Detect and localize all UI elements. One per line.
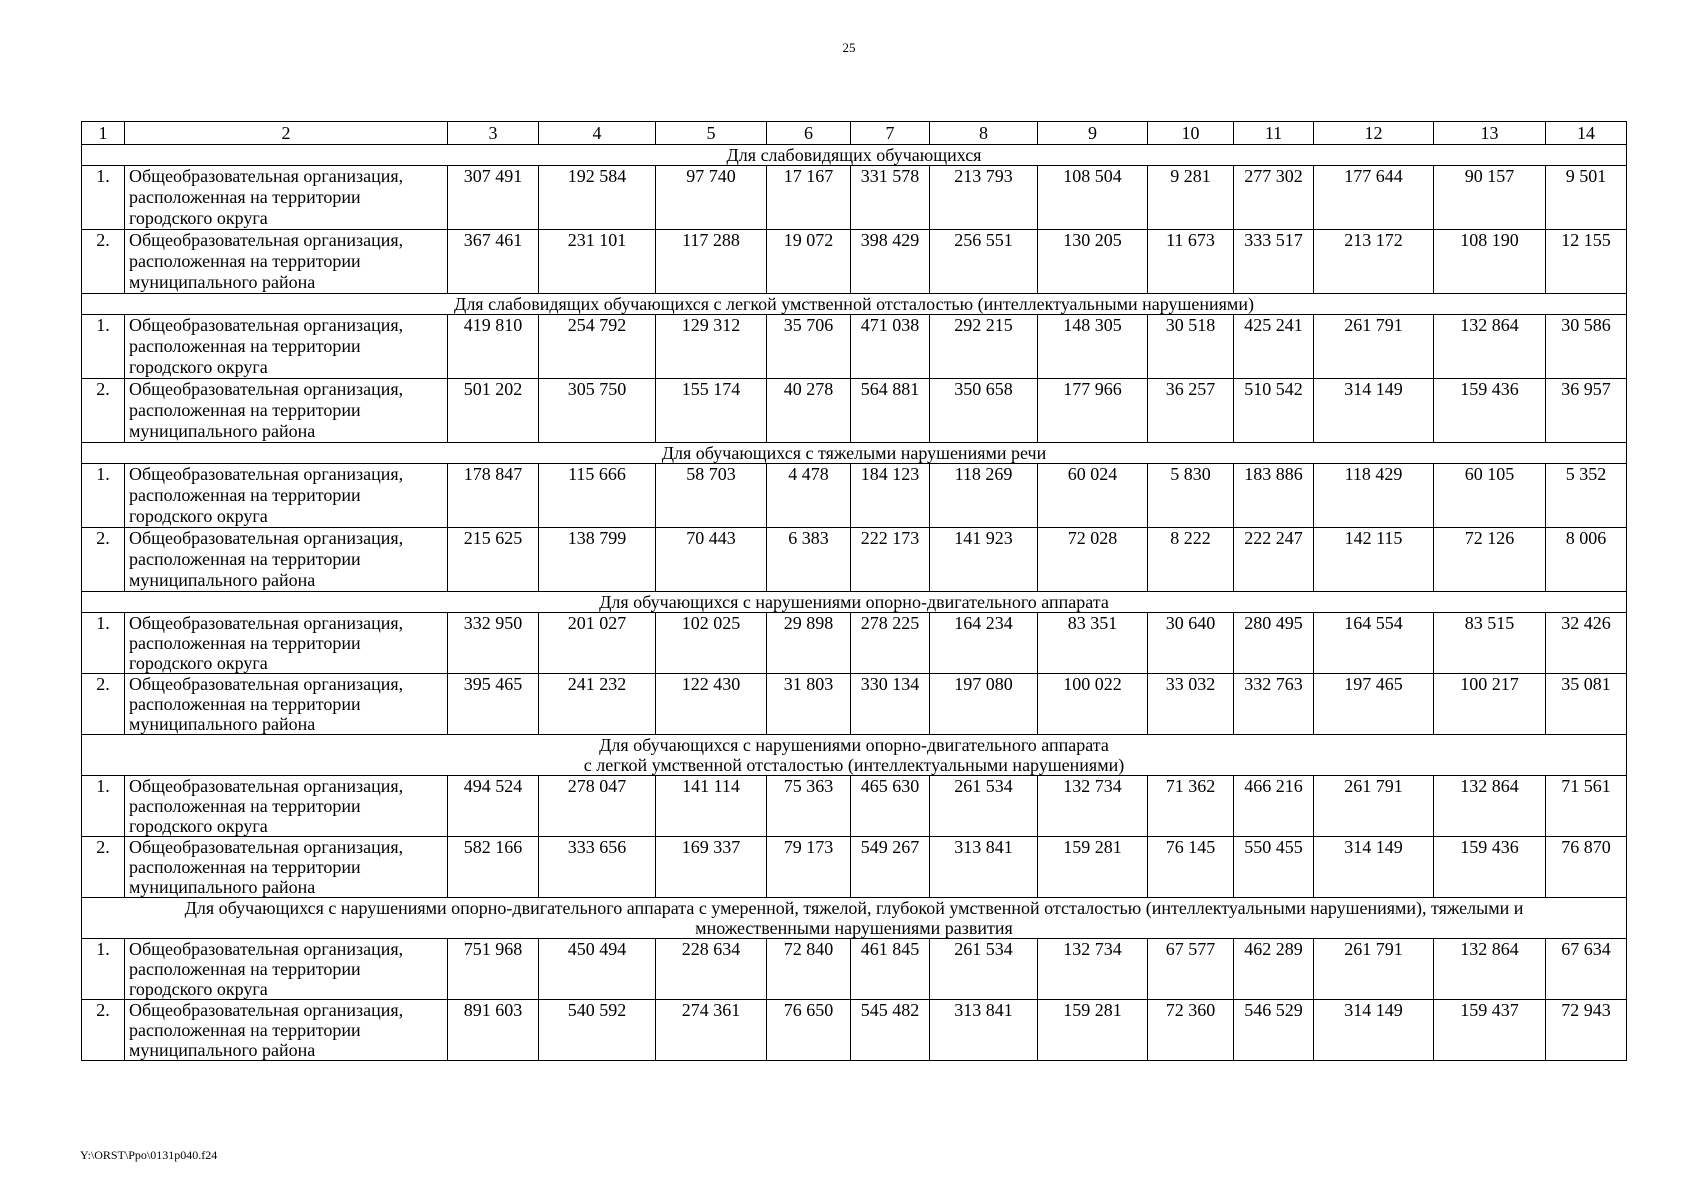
value-cell: 72 360 [1148,1000,1234,1061]
value-cell: 213 793 [930,166,1038,230]
value-cell: 192 584 [539,166,656,230]
table-row [82,674,1627,735]
section-header-row [82,443,1627,464]
row-number: 1. [82,166,125,230]
value-cell: 241 232 [539,674,656,735]
organization-name: Общеобразовательная организация, расположенная на территории городского округа [125,166,448,230]
value-cell: 465 630 [851,776,930,837]
value-cell: 450 494 [539,939,656,1000]
column-number: 8 [930,122,1038,145]
section-header-row [82,592,1627,613]
value-cell: 305 750 [539,379,656,443]
value-cell: 201 027 [539,613,656,674]
data-table [81,121,1627,1061]
value-cell: 197 465 [1314,674,1434,735]
row-number: 1. [82,776,125,837]
value-cell: 35 706 [767,315,851,379]
value-cell: 8 222 [1148,528,1234,592]
value-cell: 261 791 [1314,315,1434,379]
value-cell: 72 028 [1038,528,1148,592]
value-cell: 254 792 [539,315,656,379]
table-row [82,939,1627,1000]
value-cell: 564 881 [851,379,930,443]
value-cell: 159 436 [1434,837,1546,898]
value-cell: 30 586 [1546,315,1627,379]
table-row [82,379,1627,443]
value-cell: 132 864 [1434,939,1546,1000]
value-cell: 314 149 [1314,379,1434,443]
value-cell: 5 352 [1546,464,1627,528]
value-cell: 292 215 [930,315,1038,379]
value-cell: 278 225 [851,613,930,674]
value-cell: 9 281 [1148,166,1234,230]
value-cell: 72 840 [767,939,851,1000]
value-cell: 36 957 [1546,379,1627,443]
table-row [82,528,1627,592]
section-title: Для слабовидящих обучающихся [82,145,1627,166]
value-cell: 67 577 [1148,939,1234,1000]
value-cell: 148 305 [1038,315,1148,379]
value-cell: 462 289 [1234,939,1314,1000]
value-cell: 130 205 [1038,230,1148,294]
value-cell: 8 006 [1546,528,1627,592]
value-cell: 4 478 [767,464,851,528]
column-number: 9 [1038,122,1148,145]
value-cell: 32 426 [1546,613,1627,674]
value-cell: 751 968 [448,939,539,1000]
table-row [82,464,1627,528]
value-cell: 425 241 [1234,315,1314,379]
value-cell: 118 269 [930,464,1038,528]
value-cell: 307 491 [448,166,539,230]
table-row [82,776,1627,837]
value-cell: 108 504 [1038,166,1148,230]
column-number: 7 [851,122,930,145]
value-cell: 550 455 [1234,837,1314,898]
column-number: 14 [1546,122,1627,145]
table-row [82,837,1627,898]
page-number: 25 [842,40,856,55]
value-cell: 40 278 [767,379,851,443]
value-cell: 132 864 [1434,315,1546,379]
value-cell: 138 799 [539,528,656,592]
value-cell: 549 267 [851,837,930,898]
value-cell: 164 554 [1314,613,1434,674]
value-cell: 12 155 [1546,230,1627,294]
value-cell: 261 791 [1314,939,1434,1000]
value-cell: 471 038 [851,315,930,379]
value-cell: 122 430 [656,674,767,735]
value-cell: 466 216 [1234,776,1314,837]
value-cell: 215 625 [448,528,539,592]
value-cell: 333 517 [1234,230,1314,294]
value-cell: 222 173 [851,528,930,592]
value-cell: 76 145 [1148,837,1234,898]
value-cell: 100 022 [1038,674,1148,735]
row-number: 1. [82,464,125,528]
column-number: 10 [1148,122,1234,145]
value-cell: 31 803 [767,674,851,735]
row-number: 2. [82,230,125,294]
value-cell: 280 495 [1234,613,1314,674]
value-cell: 891 603 [448,1000,539,1061]
table-row [82,315,1627,379]
row-number: 2. [82,528,125,592]
value-cell: 142 115 [1314,528,1434,592]
column-number: 3 [448,122,539,145]
value-cell: 35 081 [1546,674,1627,735]
value-cell: 108 190 [1434,230,1546,294]
value-cell: 501 202 [448,379,539,443]
section-header-row [82,735,1627,776]
value-cell: 228 634 [656,939,767,1000]
table-row [82,230,1627,294]
column-number: 1 [82,122,125,145]
value-cell: 97 740 [656,166,767,230]
section-title: Для обучающихся с нарушениями опорно-двигательного аппарата [82,592,1627,613]
row-number: 1. [82,939,125,1000]
organization-name: Общеобразовательная организация, расположенная на территории городского округа [125,776,448,837]
value-cell: 169 337 [656,837,767,898]
value-cell: 6 383 [767,528,851,592]
value-cell: 164 234 [930,613,1038,674]
organization-name: Общеобразовательная организация, расположенная на территории муниципального района [125,1000,448,1061]
row-number: 1. [82,613,125,674]
value-cell: 79 173 [767,837,851,898]
value-cell: 5 830 [1148,464,1234,528]
value-cell: 183 886 [1234,464,1314,528]
row-number: 1. [82,315,125,379]
value-cell: 546 529 [1234,1000,1314,1061]
value-cell: 419 810 [448,315,539,379]
table-row [82,166,1627,230]
value-cell: 222 247 [1234,528,1314,592]
table-body [82,122,1627,1061]
column-number: 13 [1434,122,1546,145]
value-cell: 261 534 [930,776,1038,837]
value-cell: 333 656 [539,837,656,898]
value-cell: 141 923 [930,528,1038,592]
value-cell: 118 429 [1314,464,1434,528]
value-cell: 177 644 [1314,166,1434,230]
value-cell: 350 658 [930,379,1038,443]
value-cell: 332 950 [448,613,539,674]
organization-name: Общеобразовательная организация, расположенная на территории муниципального района [125,837,448,898]
value-cell: 545 482 [851,1000,930,1061]
value-cell: 314 149 [1314,1000,1434,1061]
value-cell: 60 024 [1038,464,1148,528]
column-number-row [82,122,1627,145]
value-cell: 231 101 [539,230,656,294]
value-cell: 197 080 [930,674,1038,735]
table-row [82,613,1627,674]
organization-name: Общеобразовательная организация, расположенная на территории муниципального района [125,674,448,735]
section-title: Для обучающихся с нарушениями опорно-двигательного аппарата с умеренной, тяжелой, глубокой умственной отсталостью (интеллектуальными нарушениями), тяжелыми и множественными нарушениями развития [82,898,1627,939]
value-cell: 177 966 [1038,379,1148,443]
value-cell: 261 791 [1314,776,1434,837]
value-cell: 261 534 [930,939,1038,1000]
organization-name: Общеобразовательная организация, расположенная на территории городского округа [125,939,448,1000]
value-cell: 332 763 [1234,674,1314,735]
value-cell: 398 429 [851,230,930,294]
organization-name: Общеобразовательная организация, расположенная на территории городского округа [125,613,448,674]
value-cell: 70 443 [656,528,767,592]
value-cell: 141 114 [656,776,767,837]
value-cell: 155 174 [656,379,767,443]
value-cell: 278 047 [539,776,656,837]
value-cell: 100 217 [1434,674,1546,735]
table-row [82,1000,1627,1061]
value-cell: 76 650 [767,1000,851,1061]
value-cell: 313 841 [930,837,1038,898]
value-cell: 494 524 [448,776,539,837]
value-cell: 184 123 [851,464,930,528]
value-cell: 540 592 [539,1000,656,1061]
row-number: 2. [82,837,125,898]
value-cell: 132 864 [1434,776,1546,837]
row-number: 2. [82,1000,125,1061]
value-cell: 274 361 [656,1000,767,1061]
value-cell: 367 461 [448,230,539,294]
organization-name: Общеобразовательная организация, расположенная на территории городского округа [125,464,448,528]
value-cell: 330 134 [851,674,930,735]
value-cell: 90 157 [1434,166,1546,230]
value-cell: 58 703 [656,464,767,528]
value-cell: 29 898 [767,613,851,674]
value-cell: 83 351 [1038,613,1148,674]
row-number: 2. [82,379,125,443]
value-cell: 117 288 [656,230,767,294]
organization-name: Общеобразовательная организация, расположенная на территории муниципального района [125,528,448,592]
value-cell: 17 167 [767,166,851,230]
value-cell: 9 501 [1546,166,1627,230]
organization-name: Общеобразовательная организация, расположенная на территории муниципального района [125,379,448,443]
value-cell: 159 437 [1434,1000,1546,1061]
value-cell: 60 105 [1434,464,1546,528]
column-number: 12 [1314,122,1434,145]
value-cell: 132 734 [1038,776,1148,837]
value-cell: 102 025 [656,613,767,674]
value-cell: 33 032 [1148,674,1234,735]
column-number: 5 [656,122,767,145]
value-cell: 11 673 [1148,230,1234,294]
value-cell: 314 149 [1314,837,1434,898]
section-title: Для слабовидящих обучающихся с легкой умственной отсталостью (интеллектуальными нарушениями) [82,294,1627,315]
value-cell: 129 312 [656,315,767,379]
file-path-footer: Y:\ORST\Ppo\0131p040.f24 [80,1148,218,1162]
value-cell: 510 542 [1234,379,1314,443]
value-cell: 277 302 [1234,166,1314,230]
value-cell: 71 561 [1546,776,1627,837]
value-cell: 36 257 [1148,379,1234,443]
value-cell: 395 465 [448,674,539,735]
value-cell: 67 634 [1546,939,1627,1000]
column-number: 4 [539,122,656,145]
value-cell: 159 281 [1038,1000,1148,1061]
value-cell: 313 841 [930,1000,1038,1061]
value-cell: 178 847 [448,464,539,528]
value-cell: 256 551 [930,230,1038,294]
value-cell: 72 943 [1546,1000,1627,1061]
section-header-row [82,145,1627,166]
value-cell: 76 870 [1546,837,1627,898]
value-cell: 461 845 [851,939,930,1000]
section-header-row [82,294,1627,315]
organization-name: Общеобразовательная организация, расположенная на территории муниципального района [125,230,448,294]
section-title: Для обучающихся с тяжелыми нарушениями речи [82,443,1627,464]
value-cell: 19 072 [767,230,851,294]
value-cell: 159 281 [1038,837,1148,898]
value-cell: 83 515 [1434,613,1546,674]
value-cell: 331 578 [851,166,930,230]
value-cell: 132 734 [1038,939,1148,1000]
value-cell: 71 362 [1148,776,1234,837]
value-cell: 213 172 [1314,230,1434,294]
value-cell: 30 640 [1148,613,1234,674]
value-cell: 115 666 [539,464,656,528]
column-number: 11 [1234,122,1314,145]
section-header-row [82,898,1627,939]
column-number: 2 [125,122,448,145]
row-number: 2. [82,674,125,735]
value-cell: 72 126 [1434,528,1546,592]
organization-name: Общеобразовательная организация, расположенная на территории городского округа [125,315,448,379]
value-cell: 30 518 [1148,315,1234,379]
column-number: 6 [767,122,851,145]
value-cell: 159 436 [1434,379,1546,443]
value-cell: 582 166 [448,837,539,898]
section-title: Для обучающихся с нарушениями опорно-двигательного аппарата с легкой умственной отсталостью (интеллектуальными нарушениями) [82,735,1627,776]
value-cell: 75 363 [767,776,851,837]
